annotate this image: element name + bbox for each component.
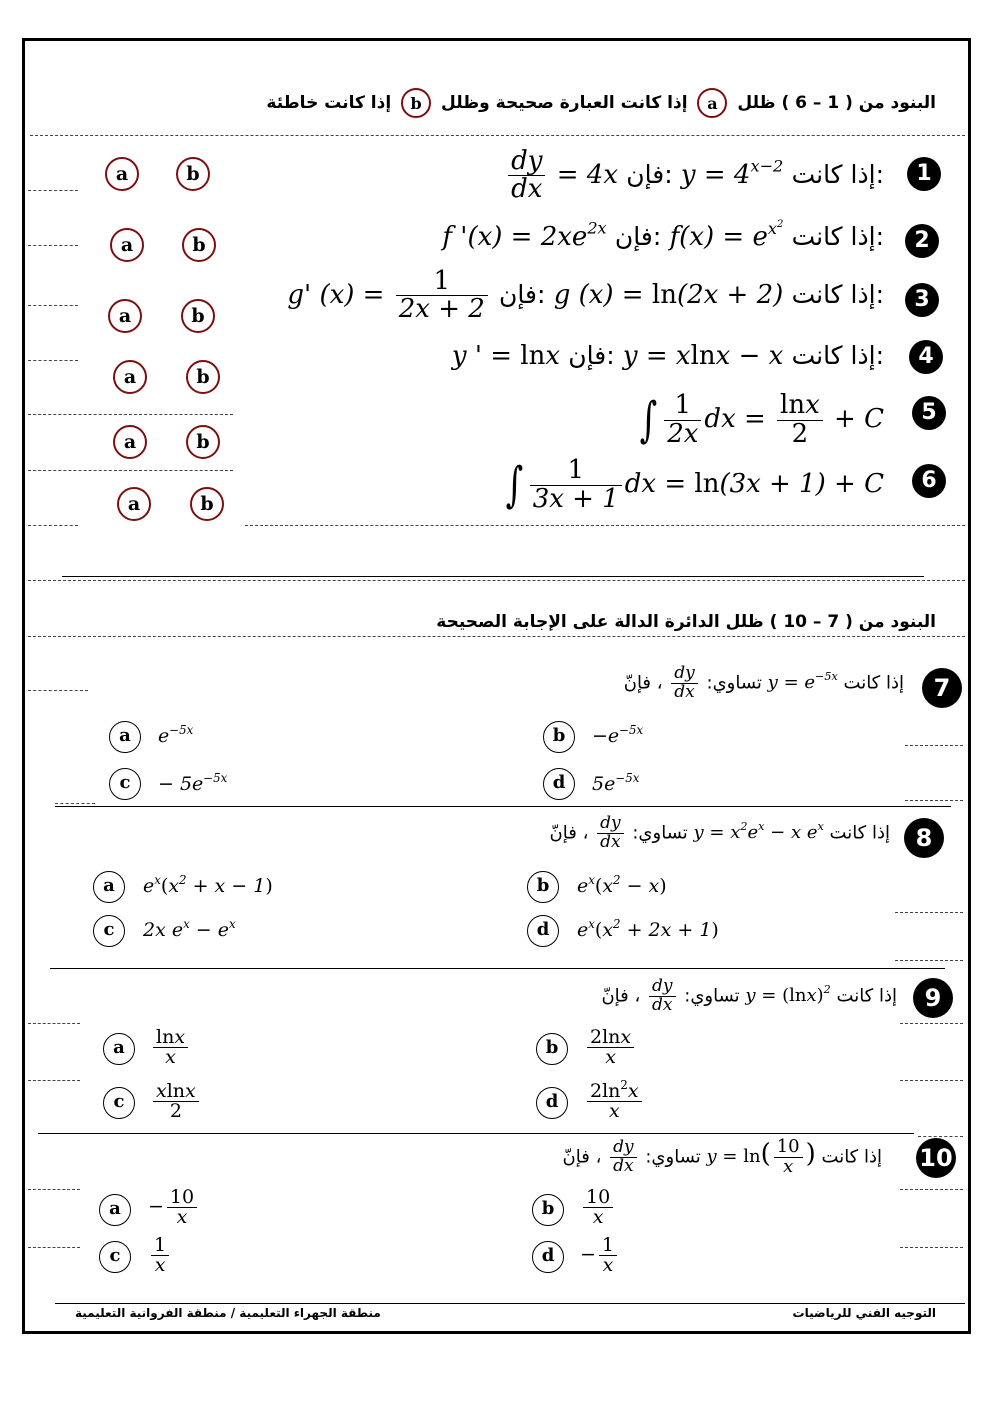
q10-answer-c: $\frac{1}{x}$ <box>148 1236 172 1275</box>
divider <box>245 525 965 526</box>
if-label: إذا كانت: <box>791 159 884 189</box>
divider <box>918 1136 963 1137</box>
divider <box>28 690 88 691</box>
q9-answer-d: $\frac{2\ln^2x}{x}$ <box>584 1082 645 1121</box>
q7-option-b[interactable]: b <box>543 721 575 753</box>
q10-answer-d: − $\frac{1}{x}$ <box>580 1236 620 1275</box>
item-number-5: 5 <box>912 396 946 430</box>
option-a-3[interactable]: a <box>108 299 142 333</box>
q7-answer-d: $5e^{-5x}$ <box>592 770 640 795</box>
divider <box>900 1023 963 1024</box>
item-number-4: 4 <box>909 340 943 374</box>
q8-answer-d: $e^x(x^2 + 2x + 1)$ <box>577 916 719 941</box>
question-number-9: 9 <box>913 978 953 1018</box>
question-separator <box>50 968 945 969</box>
q10-option-b[interactable]: b <box>532 1194 564 1226</box>
divider <box>28 360 78 361</box>
divider <box>28 525 78 526</box>
option-b-5[interactable]: b <box>186 425 220 459</box>
q8-answer-c: 2x $e^x - e^x$ <box>143 916 236 941</box>
then-label: فإن: <box>614 222 662 251</box>
q9-option-b[interactable]: b <box>536 1033 568 1065</box>
equals-label: تساوي: <box>645 1146 701 1168</box>
divider <box>895 960 963 961</box>
heading-false-circle: b <box>401 88 431 118</box>
divider <box>28 1189 80 1190</box>
q9-option-d[interactable]: d <box>536 1087 568 1119</box>
equals-label: تساوي: <box>706 672 762 694</box>
if-label: إذا كانت <box>829 822 890 844</box>
item-number-6: 6 <box>912 464 946 498</box>
heading-mid: إذا كانت العبارة صحيحة وظلل <box>441 93 688 113</box>
q10-option-c[interactable]: c <box>99 1241 131 1273</box>
equals-label: تساوي: <box>632 822 688 844</box>
question-8-stem: تساوي: $\frac{dy}{dx}$ ، فإنّ $y = x^2e^x - x$ $e^x$ إذا كانت <box>549 813 890 852</box>
statement-4: y ' = lnx فإن: y = xlnx − x إذا كانت: <box>451 341 884 371</box>
question-10-stem: تساوي: $\frac{dy}{dx}$ ، فإنّ y = ln( $\frac{10}{x}$ ) إذا كانت <box>562 1136 882 1177</box>
divider <box>55 803 95 804</box>
section-separator <box>62 576 924 577</box>
q10-option-d[interactable]: d <box>532 1241 564 1273</box>
statement-1: $\frac{dy}{dx}$ = 4x فإن: $y = 4^{x-2}$ إذا كانت: <box>505 148 884 204</box>
heading-true-circle: a <box>697 88 727 118</box>
q8-option-c[interactable]: c <box>93 915 125 947</box>
question-number-8: 8 <box>904 818 944 858</box>
q10-option-a[interactable]: a <box>99 1194 131 1226</box>
question-7-stem: تساوي: $\frac{dy}{dx}$ ، فإنّ $y = e^{-5x}$ إذا كانت <box>623 663 904 702</box>
divider <box>28 1247 80 1248</box>
q7-answer-a: $e^{-5x}$ <box>158 722 194 747</box>
if-label: إذا كانت <box>821 1146 882 1168</box>
if-label: إذا كانت: <box>791 222 884 251</box>
option-b-4[interactable]: b <box>186 360 220 394</box>
heading-suffix: إذا كانت خاطئة <box>266 93 392 113</box>
option-a-4[interactable]: a <box>113 360 147 394</box>
divider <box>28 305 78 306</box>
statement-3: g' (x) = $\frac{1}{2x + 2}$ فإن: g (x) = ln(2x + 2) إذا كانت: <box>287 266 884 325</box>
q9-answer-c: $\frac{xlnx}{2}$ <box>150 1082 202 1121</box>
q7-answer-b: $-e^{-5x}$ <box>592 722 644 747</box>
divider <box>905 745 963 746</box>
then-label: ، فإنّ <box>623 672 663 694</box>
q8-option-d[interactable]: d <box>527 915 559 947</box>
if-label: إذا كانت <box>843 672 904 694</box>
option-a-6[interactable]: a <box>117 487 151 521</box>
then-label: فإن: <box>568 341 615 370</box>
option-a-1[interactable]: a <box>105 157 139 191</box>
then-label: ، فإنّ <box>549 822 589 844</box>
divider <box>28 636 965 637</box>
divider <box>28 1023 80 1024</box>
divider <box>28 470 233 471</box>
footer-left: منطقة الجهراء التعليمية / منطقة الفروانية التعليمية <box>75 1306 381 1320</box>
option-b-2[interactable]: b <box>182 228 216 262</box>
section2-heading: البنود من ( 7 – 10 ) ظلل الدائرة الدالة على الإجابة الصحيحة <box>436 612 936 632</box>
q9-option-a[interactable]: a <box>103 1033 135 1065</box>
q7-option-a[interactable]: a <box>109 721 141 753</box>
q9-answer-b: $\frac{2\ln x}{x}$ <box>584 1028 637 1067</box>
if-label: إذا كانت: <box>791 279 884 309</box>
item-number-3: 3 <box>905 283 939 317</box>
q9-answer-a: $\frac{\ln x}{x}$ <box>150 1028 191 1067</box>
statement-5: ∫ $\frac{1}{2x}$ dx = $\frac{\ln x}{2}$ + C <box>639 390 884 449</box>
if-label: إذا كانت <box>836 985 897 1007</box>
statement-6: ∫ $\frac{1}{3x + 1}$ dx = ln(3x + 1) + C <box>505 455 884 514</box>
q8-option-b[interactable]: b <box>527 871 559 903</box>
then-label: ، فإنّ <box>601 985 641 1007</box>
divider <box>28 190 78 191</box>
then-label: ، فإنّ <box>562 1146 602 1168</box>
item-number-1: 1 <box>907 157 941 191</box>
q10-answer-a: − $\frac{10}{x}$ <box>148 1188 200 1227</box>
if-label: إذا كانت: <box>791 341 884 370</box>
q10-answer-b: $\frac{10}{x}$ <box>580 1188 616 1227</box>
heading-prefix: البنود من ( 1 – 6 ) ظلل <box>737 93 936 113</box>
divider <box>895 912 963 913</box>
q7-option-d[interactable]: d <box>543 768 575 800</box>
divider <box>30 135 965 136</box>
footer-rule <box>55 1303 965 1304</box>
option-b-1[interactable]: b <box>176 157 210 191</box>
question-number-10: 10 <box>916 1138 956 1178</box>
q7-answer-c: − $5e^{-5x}$ <box>158 770 228 795</box>
divider <box>900 1080 963 1081</box>
item-number-2: 2 <box>905 224 939 258</box>
divider <box>28 1080 80 1081</box>
equals-label: تساوي: <box>684 985 740 1007</box>
divider <box>28 245 78 246</box>
divider <box>28 580 965 581</box>
q7-option-c[interactable]: c <box>109 768 141 800</box>
question-number-7: 7 <box>922 668 962 708</box>
option-b-6[interactable]: b <box>190 487 224 521</box>
statement-2: f '$(x) = 2xe^{2x}$ فإن: $f(x) = e^{x^2}$ إذا كانت: <box>442 218 884 252</box>
question-separator <box>55 806 951 807</box>
question-separator <box>38 1133 914 1134</box>
option-a-5[interactable]: a <box>113 425 147 459</box>
divider <box>905 800 963 801</box>
option-a-2[interactable]: a <box>110 228 144 262</box>
then-label: فإن: <box>499 279 546 309</box>
then-label: فإن: <box>626 159 673 189</box>
q8-answer-a: $e^x(x^2 + x - 1)$ <box>143 872 273 897</box>
option-b-3[interactable]: b <box>181 299 215 333</box>
q8-option-a[interactable]: a <box>93 871 125 903</box>
divider <box>28 414 233 415</box>
q9-option-c[interactable]: c <box>103 1087 135 1119</box>
divider <box>900 1247 963 1248</box>
divider <box>900 1189 963 1190</box>
footer-right: التوجيه الفني للرياضيات <box>792 1306 936 1320</box>
q8-answer-b: $e^x(x^2 - x)$ <box>577 872 667 897</box>
section1-heading <box>266 88 936 118</box>
question-9-stem: تساوي: $\frac{dy}{dx}$ ، فإنّ $y = (\ln x)^2$ إذا كانت <box>601 976 897 1015</box>
